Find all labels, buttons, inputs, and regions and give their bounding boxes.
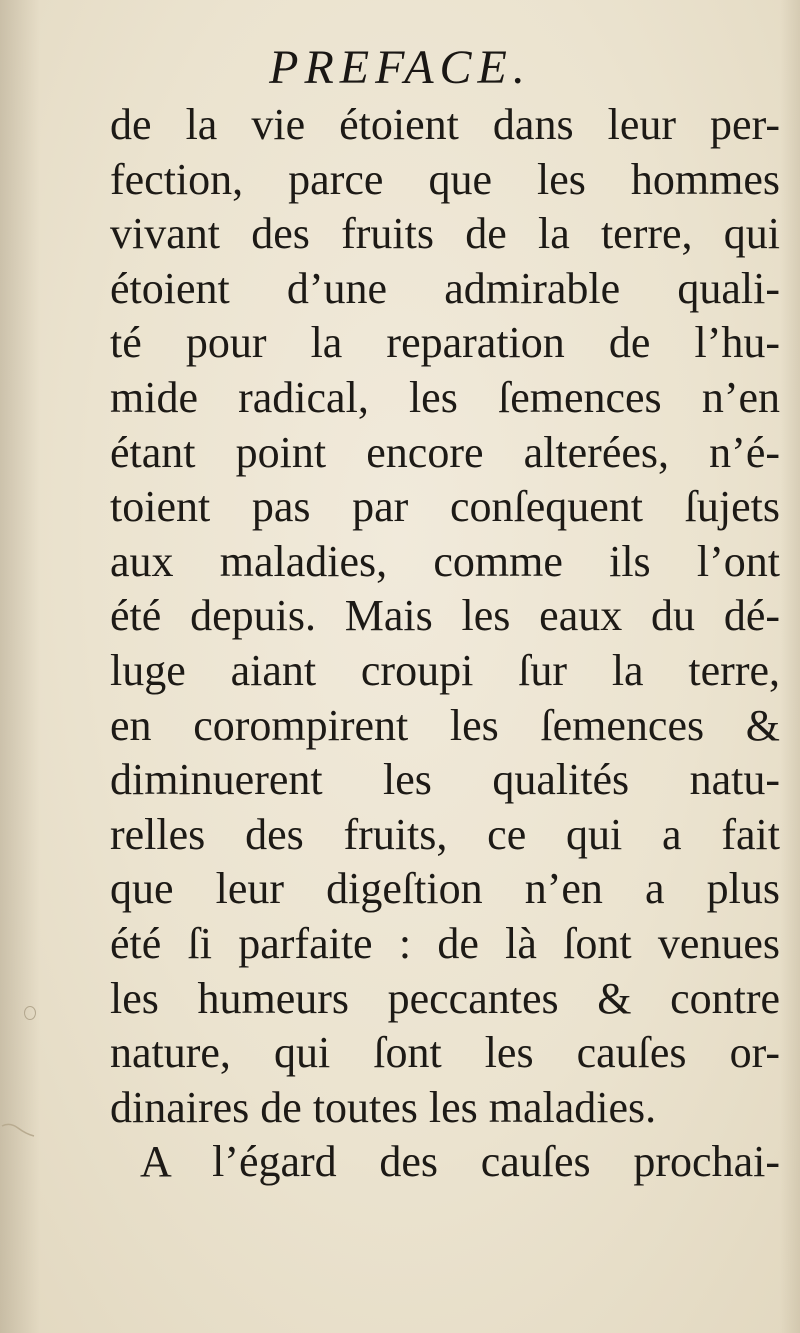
- body-text: [110, 98, 780, 1190]
- running-head: PREFACE.: [269, 41, 531, 94]
- text-line-19: dinaires de toutes les maladies.: [110, 1082, 657, 1132]
- text-line-17: les humeurs peccantes & contre: [110, 973, 780, 1023]
- text-line-1: de la vie étoient dans leur per-: [110, 100, 780, 149]
- text-line-5: té pour la reparation de l’hu-: [110, 318, 780, 368]
- text-line-18: nature, qui ſont les cauſes or-: [110, 1028, 780, 1078]
- text-line-2: fection, parce que les hommes: [110, 154, 780, 204]
- text-line-3: vivant des fruits de la terre, qui: [110, 209, 780, 259]
- text-line-14: relles des fruits, ce qui a fait: [110, 809, 780, 859]
- text-line-4: étoient d’une admirable quali-: [110, 263, 780, 313]
- text-line-16: été ſi parfaite : de là ſont venues: [110, 918, 780, 968]
- text-line-6: mide radical, les ſemences n’en: [110, 372, 780, 422]
- text-line-13: diminuerent les qualités natu-: [110, 755, 780, 805]
- text-line-20: A l’égard des cauſes prochai-: [140, 1137, 780, 1187]
- text-line-8: toient pas par conſequent ſujets: [110, 482, 780, 532]
- margin-scribble: [0, 1118, 40, 1148]
- text-line-9: aux maladies, comme ils l’ont: [110, 536, 780, 586]
- margin-mark: [24, 1006, 36, 1020]
- text-line-11: luge aiant croupi ſur la terre,: [110, 645, 780, 695]
- text-line-15: que leur digeſtion n’en a plus: [110, 864, 780, 914]
- text-line-12: en corompirent les ſemences &: [110, 700, 780, 750]
- page-edge-shadow: [780, 0, 800, 1333]
- text-line-7: étant point encore alterées, n’é-: [110, 427, 780, 477]
- text-line-10: été depuis. Mais les eaux du dé-: [110, 591, 780, 641]
